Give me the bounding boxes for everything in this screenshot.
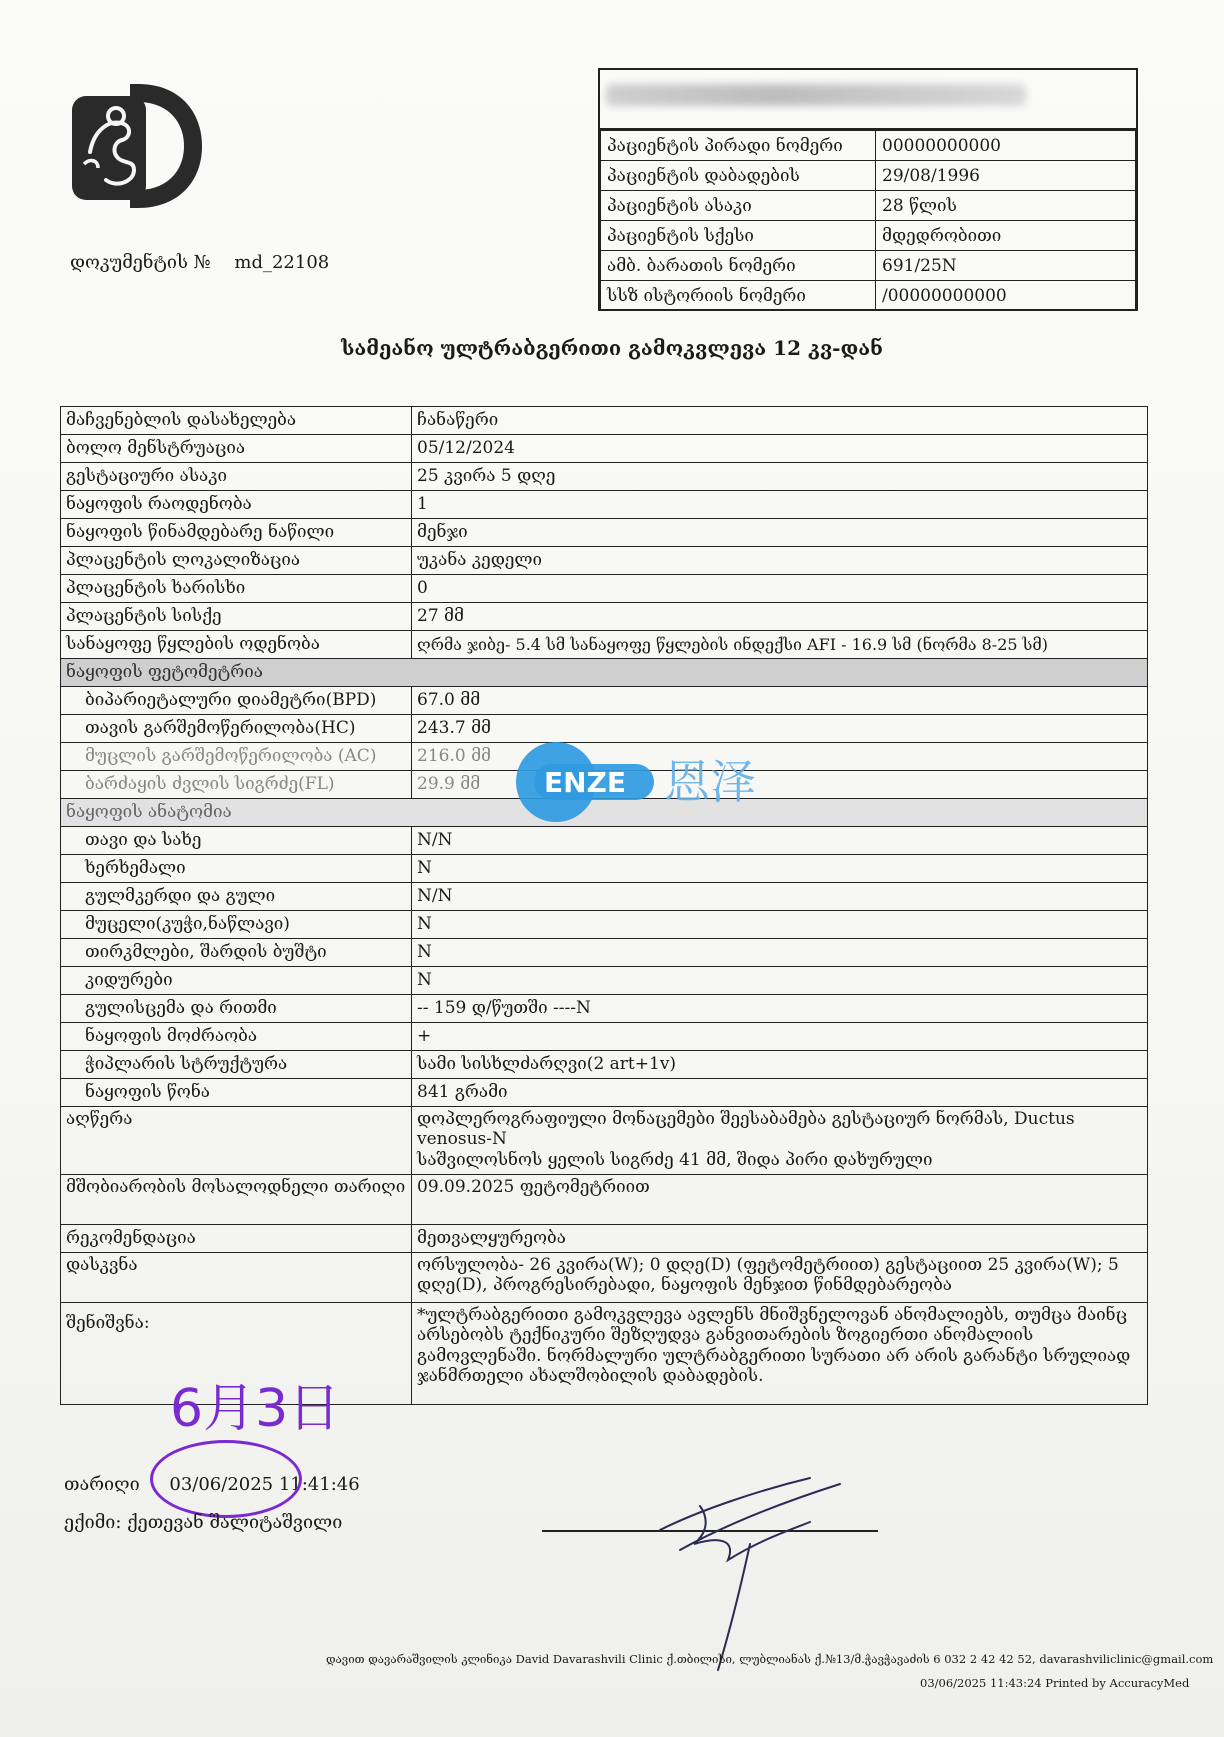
- row-label: პლაცენტის ხარისხი: [61, 575, 412, 603]
- row-value: 0: [412, 575, 1148, 603]
- watermark-cn: 恩泽: [664, 755, 756, 809]
- row-value: [412, 1107, 1148, 1175]
- row-value: 67.0 მმ: [412, 687, 1148, 715]
- table-row: [61, 883, 1148, 911]
- patient-row-value: მდედრობითი: [876, 221, 1136, 251]
- row-value: 216.0 მმ: [412, 743, 1148, 771]
- row-label: კიდურები: [61, 967, 412, 995]
- section-title: ნაყოფის ანატომია: [61, 799, 1148, 827]
- printed-info: 03/06/2025 11:43:24 Printed by AccuracyMed: [920, 1676, 1190, 1690]
- table-row: [61, 407, 1148, 435]
- patient-row-value: 00000000000: [876, 131, 1136, 161]
- row-label: თავის გარშემოწერილობა(HC): [61, 715, 412, 743]
- patient-row-value: 691/25N: [876, 251, 1136, 281]
- table-row: [61, 911, 1148, 939]
- row-value: ჩანაწერი: [412, 407, 1148, 435]
- patient-row: [601, 131, 1136, 161]
- section-title: ნაყოფის ფეტომეტრია: [61, 659, 1148, 687]
- row-value: 841 გრამი: [412, 1079, 1148, 1107]
- description-line: საშვილოსნოს ყელის სიგრძე 41 მმ, შიდა პირი დახურული: [417, 1149, 933, 1170]
- table-row: [61, 547, 1148, 575]
- row-label: ნაყოფის წონა: [61, 1079, 412, 1107]
- patient-row: [601, 251, 1136, 281]
- watermark-brand: ENZE: [544, 766, 626, 799]
- table-row: [61, 967, 1148, 995]
- table-row: [61, 995, 1148, 1023]
- date-label: თარიღი: [64, 1474, 140, 1495]
- row-label: ხერხემალი: [61, 855, 412, 883]
- table-row: [61, 715, 1148, 743]
- table-row: [61, 855, 1148, 883]
- patient-row-label: სსზ ისტორიის ნომერი: [601, 281, 876, 311]
- row-label: აღწერა: [61, 1107, 412, 1175]
- patient-info-box: [598, 68, 1138, 311]
- row-value: მენჯი: [412, 519, 1148, 547]
- document-number: [70, 252, 329, 273]
- patient-row-label: პაციენტის სქესი: [601, 221, 876, 251]
- row-value: სამი სისხლძარღვი(2 art+1v): [412, 1051, 1148, 1079]
- date-value: 03/06/2025 11:41:46: [169, 1474, 360, 1495]
- row-value: N/N: [412, 883, 1148, 911]
- table-row: [61, 435, 1148, 463]
- patient-row: [601, 281, 1136, 311]
- patient-row-value: /00000000000: [876, 281, 1136, 311]
- patient-row-label: ამბ. ბარათის ნომერი: [601, 251, 876, 281]
- table-row: [61, 1079, 1148, 1107]
- row-label: თირკმლები, შარდის ბუშტი: [61, 939, 412, 967]
- table-row: [61, 463, 1148, 491]
- row-value: N: [412, 855, 1148, 883]
- table-row: [61, 1175, 1148, 1225]
- row-label: ნაყოფის მოძრაობა: [61, 1023, 412, 1051]
- row-label: გულმკერდი და გული: [61, 883, 412, 911]
- row-label: გესტაციური ასაკი: [61, 463, 412, 491]
- enze-watermark: [514, 740, 804, 824]
- table-row: [61, 1225, 1148, 1253]
- row-label: პლაცენტის სისქე: [61, 603, 412, 631]
- patient-row: [601, 221, 1136, 251]
- report-title: სამეანო ულტრაბგერითი გამოკვლევა 12 კვ-დან: [341, 336, 883, 360]
- table-row: [61, 519, 1148, 547]
- table-row: [61, 939, 1148, 967]
- table-row: [61, 1253, 1148, 1303]
- row-label: მშობიარობის მოსალოდნელი თარიღი: [61, 1175, 412, 1225]
- row-label: ბარძაყის ძვლის სიგრძე(FL): [61, 771, 412, 799]
- row-value: 25 კვირა 5 დღე: [412, 463, 1148, 491]
- clinic-logo: [68, 78, 208, 214]
- row-label: შენიშვნა:: [61, 1303, 412, 1405]
- signature: [640, 1470, 870, 1680]
- patient-row-label: პაციენტის ასაკი: [601, 191, 876, 221]
- row-label: ნაყოფის წინამდებარე ნაწილი: [61, 519, 412, 547]
- row-value: N/N: [412, 827, 1148, 855]
- row-value: 05/12/2024: [412, 435, 1148, 463]
- row-label: სანაყოფე წყლების ოდენობა: [61, 631, 412, 659]
- table-row: [61, 1023, 1148, 1051]
- table-row: [61, 575, 1148, 603]
- handwritten-annotation: 6月3日: [170, 1379, 341, 1439]
- table-row: [61, 687, 1148, 715]
- row-label: დასკვნა: [61, 1253, 412, 1303]
- row-label: ბოლო მენსტრუაცია: [61, 435, 412, 463]
- table-row: [61, 491, 1148, 519]
- row-label: მაჩვენებლის დასახელება: [61, 407, 412, 435]
- patient-row-label: პაციენტის პირადი ნომერი: [601, 131, 876, 161]
- row-value: ღრმა ჯიბე- 5.4 სმ სანაყოფე წყლების ინდექსი AFI - 16.9 სმ (ნორმა 8-25 სმ): [412, 631, 1148, 659]
- row-value: უკანა კედელი: [412, 547, 1148, 575]
- row-value: 09.09.2025 ფეტომეტრიით: [412, 1175, 1148, 1225]
- table-row: [61, 603, 1148, 631]
- row-label: პლაცენტის ლოკალიზაცია: [61, 547, 412, 575]
- patient-name-redacted: [600, 70, 1136, 130]
- table-row: [61, 631, 1148, 659]
- date-circle-annotation: [150, 1440, 302, 1518]
- row-value: N: [412, 939, 1148, 967]
- patient-row: [601, 191, 1136, 221]
- row-value: N: [412, 911, 1148, 939]
- table-row: [61, 1107, 1148, 1175]
- table-row: [61, 827, 1148, 855]
- findings-table: [60, 406, 1148, 1405]
- row-label: მუცელი(კუჭი,ნაწლავი): [61, 911, 412, 939]
- row-label: ჭიპლარის სტრუქტურა: [61, 1051, 412, 1079]
- section-header-fetometry: [61, 659, 1148, 687]
- row-label: რეკომენდაცია: [61, 1225, 412, 1253]
- table-row: [61, 1051, 1148, 1079]
- row-value: *ულტრაბგერითი გამოკვლევა ავლენს მნიშვნელოვან ანომალიებს, თუმცა მაინც არსებობს ტექნიკური შეზღუდვა განვითარების ზოგიერთი ანომალიის გამოვლენაში. ნორმალური ულტრაბგერითი სურათი არ არის გარანტი სრულიად ჯანმრთელი ახალშობილის დაბადების.: [412, 1303, 1148, 1405]
- patient-row-value: 28 წლის: [876, 191, 1136, 221]
- row-value: N: [412, 967, 1148, 995]
- row-label: ბიპარიეტალური დიამეტრი(BPD): [61, 687, 412, 715]
- row-label: მუცლის გარშემოწერილობა (AC): [61, 743, 412, 771]
- description-line: დოპლეროგრაფიული მონაცემები შეესაბამება გესტაციურ ნორმას, Ductus venosus-N: [417, 1109, 1075, 1150]
- document-number-label: დოკუმენტის №: [70, 252, 211, 273]
- row-label: ნაყოფის რაოდენობა: [61, 491, 412, 519]
- document-number-value: md_22108: [234, 252, 330, 273]
- row-value: 1: [412, 491, 1148, 519]
- row-value: 29.9 მმ: [412, 771, 1148, 799]
- patient-row-label: პაციენტის დაბადების: [601, 161, 876, 191]
- row-value: მეთვალყურეობა: [412, 1225, 1148, 1253]
- patient-row: [601, 161, 1136, 191]
- clinic-address: დავით დავარაშვილის კლინიკა David Davarashvili Clinic ქ.თბილისი, ლუბლიანას ქ.№13/მ.ჭავჭავაძის 6 032 2 42 42 52, davarashviliclinic@gmail.com: [326, 1652, 1214, 1666]
- patient-row-value: 29/08/1996: [876, 161, 1136, 191]
- patient-info-table: [600, 130, 1136, 311]
- doctor-name: ექიმი: ქეთევან შალიტაშვილი: [64, 1512, 343, 1533]
- row-label: თავი და სახე: [61, 827, 412, 855]
- row-value: +: [412, 1023, 1148, 1051]
- row-value: -- 159 დ/წუთში ----N: [412, 995, 1148, 1023]
- row-value: 243.7 მმ: [412, 715, 1148, 743]
- row-label: გულისცემა და რითმი: [61, 995, 412, 1023]
- row-value: ორსულობა- 26 კვირა(W); 0 დღე(D) (ფეტომეტრიით) გესტაციით 25 კვირა(W); 5 დღე(D), პროგრესირებადი, ნაყოფის მენჯით წინმდებარეობა: [412, 1253, 1148, 1303]
- row-value: 27 მმ: [412, 603, 1148, 631]
